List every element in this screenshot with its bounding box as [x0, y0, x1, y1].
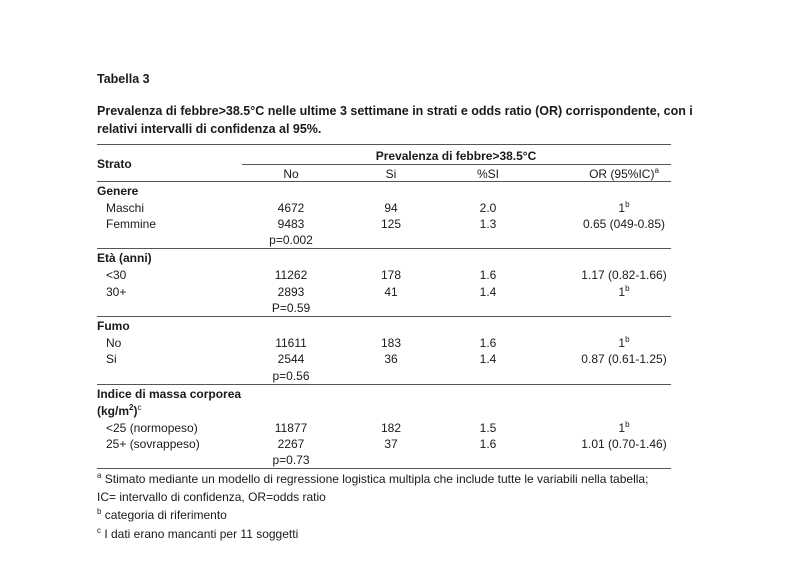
- p-value: p=0.73: [272, 453, 310, 467]
- rule-after-eta: [97, 316, 671, 317]
- cell-no: 11262: [274, 268, 308, 282]
- header-strato: Strato: [97, 157, 132, 171]
- cell-pct: 1.4: [479, 352, 497, 366]
- cell-si: 182: [380, 421, 402, 435]
- section-label: Indice di massa corporea: [97, 387, 242, 401]
- cell-si: 94: [384, 201, 398, 215]
- cell-si: 125: [380, 217, 402, 231]
- footnote-c: $^c$ I dati erano mancanti per 11 soggetti: [97, 526, 299, 541]
- section-label: Età (anni): [97, 251, 152, 265]
- header-or: OR $(95\%IC)^a$: [589, 166, 659, 181]
- cell-pct: 1.4: [479, 285, 497, 299]
- row-label: Si: [106, 352, 117, 366]
- cell-pct: 1.6: [479, 437, 497, 451]
- cell-or: 0.65 (049-0.85): [582, 217, 666, 231]
- cell-pct: 2.0: [479, 201, 497, 215]
- row-label: <30: [106, 268, 127, 282]
- header-bottom-rule: [97, 181, 671, 182]
- rule-after-fumo: [97, 384, 671, 385]
- footnote-a: $^a$ Stimato mediante un modello di regressione logistica multipla che include tutte le variabili nella tabella;: [97, 471, 649, 486]
- p-value: P=0.59: [271, 301, 311, 315]
- cell-or: 1.17 (0.82-1.66): [581, 268, 667, 282]
- cell-no: 4672: [277, 201, 305, 215]
- footnote-b: $^b$ categoria di riferimento: [97, 507, 227, 522]
- cell-si: 36: [384, 352, 398, 366]
- cell-or: 1$^b$: [618, 420, 630, 435]
- header-group-rule: [242, 164, 671, 165]
- cell-pct: 1.5: [479, 421, 497, 435]
- row-label: Femmine: [106, 217, 157, 231]
- cell-si: 41: [384, 285, 398, 299]
- cell-pct: 1.3: [479, 217, 497, 231]
- cell-no: 2893: [277, 285, 305, 299]
- cell-no: 9483: [277, 217, 305, 231]
- cell-or: 1.01 (0.70-1.46): [581, 437, 667, 451]
- cell-or: 1$^b$: [618, 200, 630, 215]
- cell-or: 1$^b$: [618, 335, 630, 350]
- cell-no: 2267: [277, 437, 305, 451]
- row-label: 30+: [106, 285, 127, 299]
- table-description: Prevalenza di febbre>38.5°C nelle ultime 3 settimane in strati e odds ratio (OR) corrispondente, con i relativi intervalli di confidenza al 95%.: [97, 104, 693, 136]
- header-pct: %SI: [476, 167, 500, 181]
- cell-no: 2544: [277, 352, 305, 366]
- header-no: No: [283, 167, 299, 181]
- table-top-rule: [97, 144, 671, 145]
- cell-si: 37: [384, 437, 398, 451]
- cell-no: 11877: [274, 421, 308, 435]
- p-value: p=0.56: [272, 369, 310, 383]
- cell-pct: 1.6: [479, 268, 497, 282]
- header-si: Si: [385, 167, 397, 181]
- p-value: p=0.002: [269, 233, 313, 247]
- table-title: Tabella 3: [97, 72, 150, 86]
- cell-or: 0.87 (0.61-1.25): [581, 352, 667, 366]
- cell-no: 11611: [275, 336, 307, 350]
- cell-si: 183: [380, 336, 402, 350]
- row-label: 25+ (sovrappeso): [106, 437, 200, 451]
- section-label-unit: $(kg/m^2)^c$: [97, 403, 142, 418]
- rule-after-genere: [97, 248, 671, 249]
- cell-or: 1$^b$: [618, 284, 630, 299]
- row-label: Maschi: [106, 201, 145, 215]
- table-bottom-rule: [97, 468, 671, 469]
- section-label: Fumo: [97, 319, 130, 333]
- header-group: Prevalenza di febbre>38.5°C: [375, 149, 537, 163]
- section-label: Genere: [97, 184, 139, 198]
- row-label: No: [106, 336, 122, 350]
- cell-pct: 1.6: [479, 336, 497, 350]
- cell-si: 178: [380, 268, 402, 282]
- row-label: <25 (normopeso): [106, 421, 198, 435]
- footnote-abbreviations: IC= intervallo di confidenza, OR=odds ratio: [97, 490, 326, 504]
